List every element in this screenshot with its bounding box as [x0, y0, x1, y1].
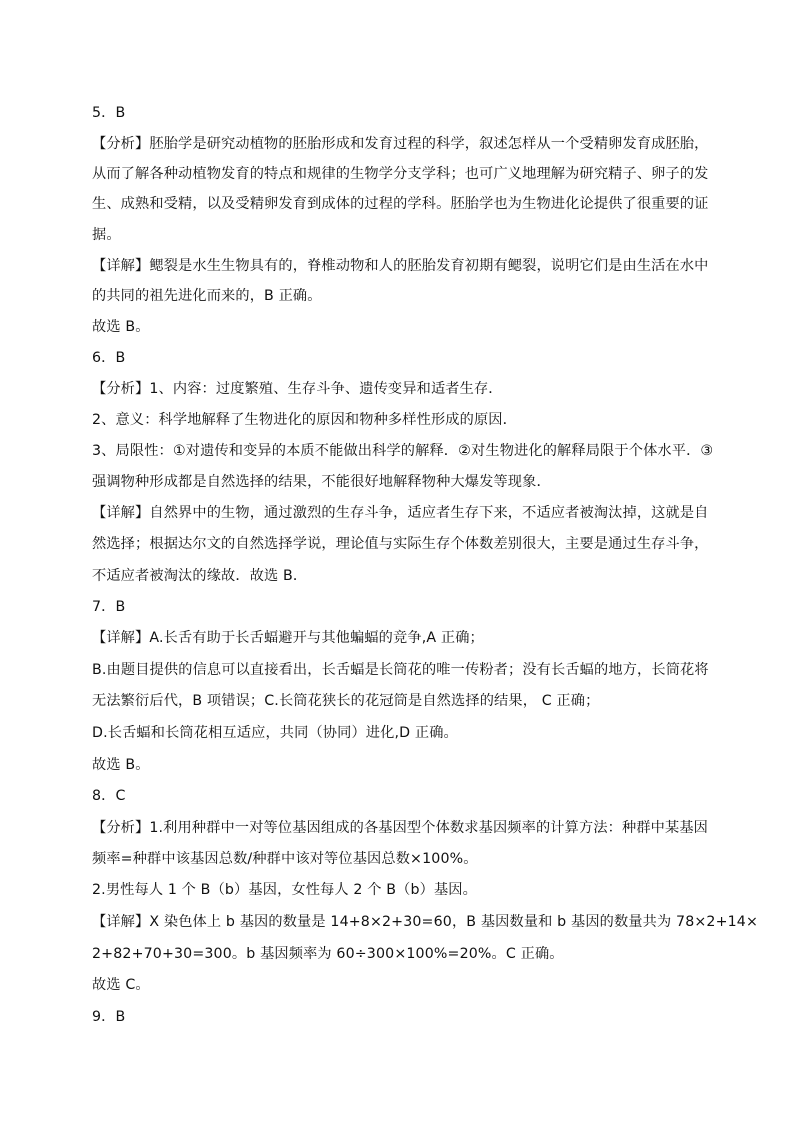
- detail-text: 【详解】X 染色体上 b 基因的数量是 14+8×2+30=60，B 基因数量和 b 基因的数量共为 78×2+14×: [92, 914, 759, 930]
- answer-heading-7: 7．B: [92, 599, 126, 615]
- conclusion-text: 故选 B。: [92, 319, 150, 335]
- detail-text: 2+82+70+30=300。b 基因频率为 60÷300×100%=20%。C 正确。: [92, 946, 564, 962]
- analysis-text: 3、局限性：①对遗传和变异的本质不能做出科学的解释．②对生物进化的解释局限于个体水平．③: [92, 443, 714, 459]
- analysis-text: 据。: [92, 227, 121, 243]
- conclusion-text: 故选 C。: [92, 977, 150, 993]
- analysis-text: 【分析】1.利用种群中一对等位基因组成的各基因型个体数求基因频率的计算方法：种群中某基因: [92, 820, 709, 836]
- analysis-text: 从而了解各种动植物发育的特点和规律的生物学分支学科；也可广义地理解为研究精子、卵子的发: [92, 166, 709, 182]
- detail-text: 然选择；根据达尔文的自然选择学说，理论值与实际生存个体数差别很大，主要是通过生存斗争，: [92, 536, 709, 552]
- detail-text: D.长舌蝠和长筒花相互适应，共同（协同）进化,D 正确。: [92, 725, 458, 741]
- detail-text: 的共同的祖先进化而来的，B 正确。: [92, 288, 322, 304]
- analysis-text: 强调物种形成都是自然选择的结果，不能很好地解释物种大爆发等现象．: [92, 474, 551, 490]
- analysis-text: 2、意义：科学地解释了生物进化的原因和物种多样性形成的原因．: [92, 412, 517, 428]
- detail-text: 【详解】鳃裂是水生生物具有的，脊椎动物和人的胚胎发育初期有鳃裂，说明它们是由生活在水中: [92, 258, 709, 274]
- answer-heading-6: 6．B: [92, 350, 126, 366]
- analysis-text: 【分析】胚胎学是研究动植物的胚胎形成和发育过程的科学，叙述怎样从一个受精卵发育成胚胎，: [92, 136, 709, 152]
- conclusion-text: 故选 B。: [92, 757, 150, 773]
- analysis-text: 【分析】1、内容：过度繁殖、生存斗争、遗传变异和适者生存．: [92, 381, 503, 397]
- detail-text: 无法繁衍后代，B 项错误；C.长筒花狭长的花冠筒是自然选择的结果， C 正确；: [92, 693, 600, 709]
- answer-heading-9: 9．B: [92, 1009, 126, 1025]
- answer-heading-8: 8．C: [92, 788, 126, 804]
- detail-text: 不适应者被淘汰的缘故．故选 B．: [92, 568, 308, 584]
- analysis-text: 生、成熟和受精，以及受精卵发育到成体的过程的学科。胚胎学也为生物进化论提供了很重要的证: [92, 196, 709, 212]
- detail-text: 【详解】自然界中的生物，通过激烈的生存斗争，适应者生存下来，不适应者被淘汰掉，这就是自: [92, 505, 709, 521]
- detail-text: 【详解】A.长舌有助于长舌蝠避开与其他蝙蝠的竞争,A 正确；: [92, 630, 484, 646]
- detail-text: B.由题目提供的信息可以直接看出，长舌蝠是长筒花的唯一传粉者；没有长舌蝠的地方，长筒花将: [92, 662, 709, 678]
- answer-heading-5: 5．B: [92, 105, 126, 121]
- analysis-text: 频率=种群中该基因总数/种群中该对等位基因总数×100%。: [92, 851, 478, 867]
- analysis-text: 2.男性每人 1 个 B（b）基因，女性每人 2 个 B（b）基因。: [92, 882, 477, 898]
